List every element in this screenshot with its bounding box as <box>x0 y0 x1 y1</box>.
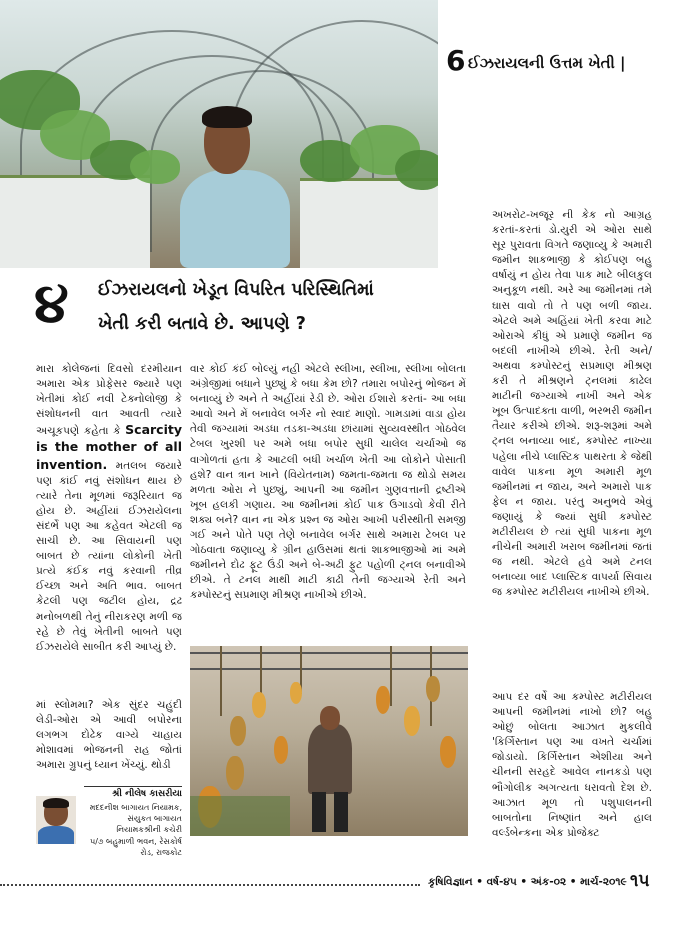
greenhouse-strawberry-photo <box>0 0 438 268</box>
col3-paragraph1: અખરોટ-ખજૂર ની કેક નો આગ્રહ કરતાં-કરતાં ડો.યુરી એ ઓરા સાથે સૂર પુરાવતા વિગતે જણાવ્યુ કે અમારી જમીન શાકભાજી કે કોઈપણ બહુ વર્ષાયું ન હોય તેવા પાક માટે બીલકુલ અનુકૂળ નથી. અરે આ જમીનમાં તમે ઘાસ વાવો તો તે પણ બળી જાય. એટલે અમે અહિંયાં ખેતી કરવા માટે ઓરાએ કીધું એ પ્રમાણે જમીન જ બદલી નાખીએ છીએ. રેતી અને/અથવા કમ્પોસ્ટનું સપ્રમાણ મીશ્રણ કરી તે મીશ્રણને ટ્નલમાં કાઢેલ માટીની જગ્યાએ નાખી અને એક ખૂબ ઉત્પાદક્તા વાળી, ભરભરી જમીન તૈયાર કરીએ છીએ. શરૂ-શરૂમાં અમે ટ્નલ બનાવ્યા બાદ, કમ્પોસ્ટ નાખ્યા પહેલા નીચે પ્લાસ્ટિક પાથરતા કે જેથી વાવેલ પાકના મૂળ અમારી મૂળ જમીનમાં ન જાય, અને અમારો પાક ફેલ ન જાય. પરંતુ અનુભવે એવું જણાયું કે જ્યાં સુધી કમ્પોસ્ટ મટીરીયલ છે ત્યાં સુધી પાકના મૂળ નીચેની અમારી ખરાબ જમીનમાં જતાં જ નથી. એટલે હવે અમે ટનલ બનાવ્યા બાદ પ્લાસ્ટિક વાપર્યા સિવાય જ કમ્પોસ્ટ મટીરીયલ નાખીએ છીએ. <box>492 209 652 599</box>
col2-paragraph1: વાર કોઈ કંઈ બોલ્યું નહી એટલે સ્લીખા, સ્લીખા, સ્લીખા બોલતા અંગ્રેજીમાં બધાને પુછ્યું કે બધા કેમ છો? તમારા બપોરનું ભોજન મેં બનાવ્યું છે અને તે અહીંયાં રેડી છે. ઓરા ઈશારો કરતાં- આ બધા આવો અને મેં બનાવેલ બર્ગર નો સ્વાદ માણો. ગામડામાં વાડા હોય તેવી જગ્યામાં અડધા તડકા-અડધા છાંયામાં સુવ્યવસ્થીત ગોઠવેલ ટેબલ ખુરશી પર અમે બધા બપોર સુધી ચાલેલ ચર્ચાઓ જ વાગોળતાં હતા કે આટલી બધી ખર્ચાળ ખેતી આ લોકોને પોસાતી હશે? વાન ત્રાન ખાને (વિયેતનામ) જમતા-જમતા જ થોડો સમય મળતા ઓરા ને પુછ્યું, આપની આ જમીન ગુણવત્તાની દ્રષ્ટીએ ખૂબ હલકી ગણાય. આ જમીનમાં કોઈ પાક ઉગાડવો કેવી રીતે શક્ય બને? વાન ના એક પ્રશ્ન જ ઓરા આખી પરીસ્થીતી સમજી ગઈ અને પોતે પણ તેણે બનાવેલ બર્ગર સાથે અમારા ટેબલ પર ગોઠવાતા જણાવ્યુ કે ગ્રીન હાઉસમાં થતાં શાકભાજીઓ માં અમે જમીનને દોઢ ફૂટ ઉંડી અને બે-અઢી ફુટ પહોળી ટ્નલ બનાવીએ છીએ. તે ટનલ માથી માટી કાઢી તેની જગ્યાએ રેતી અને કમ્પોસ્ટનું સપ્રમાણ મીશ્રણ નાખીએ છીએ. <box>190 363 466 602</box>
author-address: ૫/૭ બહુમાળી ભવન, રેસકોર્ષ રોડ, રાજકોટ <box>89 837 182 857</box>
author-name: શ્રી નીલેષ કાસરીયા <box>112 789 182 799</box>
gourd-greenhouse-photo <box>190 646 468 836</box>
heading-number: ૪ <box>34 271 69 336</box>
footer-dotted-rule <box>0 884 420 886</box>
col1-paragraph2: માં સ્લોમમા? એક સુંદર ચહુંદી લેડી-ઓરા એ આવી બપોરના લગભગ દોઢેક વાગ્યે ચાહાય મોશાવમાં ભોજનની રાહ જોતાં અમારા ગ્રુપનું ધ્યાન ખેંચ્યું. થોડી <box>36 699 182 772</box>
heading-line2: ખેતી કરી બતાવે છે. આપણે ? <box>98 314 306 334</box>
col3-paragraph2: આપ દર વર્ષે આ કમ્પોસ્ટ મટીરીયલ આપની જમીનમાં નાખો છો? બહુ ઓછું બોલતા આઝાત મુકલીવે 'કિર્ગિસ્તાન પણ આ વખતે ચર્ચામાં જોડાયો. કિર્ગિસ્તાન એશીયા અને ચીનની સરહદે આવેલ નાનકડો પણ ભૌગોલીક અગત્યતા ધરાવતો દેશ છે. આઝાત મૂળ તો પશુપાલનની બાબતોના નિષ્ણાંત અને હાલ વર્લ્ડબેન્કના એક પ્રોજેક્ટ <box>492 691 652 839</box>
section-header <box>446 44 684 82</box>
section-number: 6 <box>446 44 466 77</box>
author-portrait <box>36 796 76 844</box>
author-designation: મદદનીશ બાગાયત નિયામક, સંયુકત બાગાયત નિયામકશ્રીની કચેરી <box>89 803 182 834</box>
author-divider <box>84 786 182 787</box>
col1-paragraph1: મારા કોલેજનાં દિવસો દરમીયાન અમારા એક પ્રોફેસર જ્યારે પણ ખેતીમાં કોઈ નવી ટેક્નોલોજી કે સંશોધનની વાત આવતી ત્યારે અચૂકપણે કહેતા કે Scarcity is the mother of all invention. મતલબ જયારે પણ કાંઈ નવું સંશોધન થાય છે ત્યારે તેના મૂળમાં જરૂરિયાત જ હોય છે. અહીંયાં ઈઝરાયેલના સંદર્ભે પણ આ કહેવત એટલી જ સાચી છે. આ સિવાયની પણ બાબત છે ત્યાંના લોકોની ખેતી પ્રત્યે કંઈક નવું કરવાની તીવ્ર ઈચ્છા અને અતિ ભાવ. બાબત કેટલી પણ જટીલ હોય, દ્રઢ મનોબળથી તેનું નીરાકરણ મળી જ રહે છે તેવું ખેતીની બાબતે પણ ઈઝરાયેલે સાબીત કરી આપ્યું છે. <box>36 363 182 653</box>
section-title: ઈઝરાયલની ઉત્તમ ખેતી | <box>468 54 626 72</box>
scarcity-quote: Scarcity is the mother of all invention. <box>36 422 182 472</box>
footer-text: કૃષિવિજ્ઞાન • વર્ષ-૪૫ • અંક-૦૨ • માર્ચ-૨૦૧૯ <box>428 876 627 888</box>
page-number: ૧૫ <box>630 871 650 891</box>
heading-line1: ઈઝરાયલનો ખેડૂત વિપરિત પરિસ્થિતિમાં <box>98 280 374 300</box>
